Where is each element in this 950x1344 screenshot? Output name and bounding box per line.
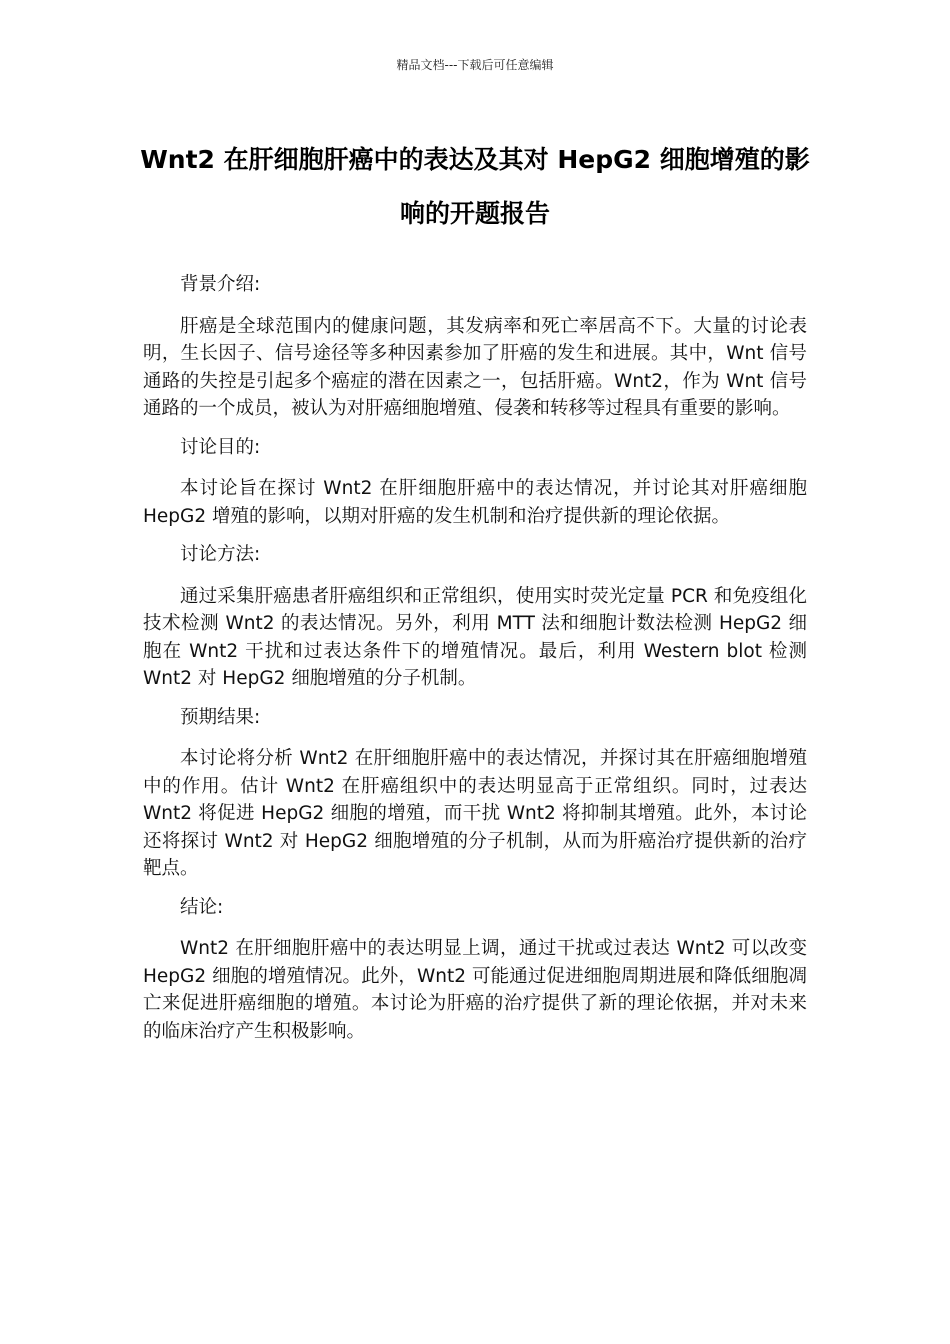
section-body-purpose: 本讨论旨在探讨 Wnt2 在肝细胞肝癌中的表达情况，并讨论其对肝癌细胞 HepG2 增殖的影响，以期对肝癌的发生机制和治疗提供新的理论依据。 <box>143 478 807 527</box>
section-body-background: 肝癌是全球范围内的健康问题，其发病率和死亡率居高不下。大量的讨论表明，生长因子、信号途径等多种因素参加了肝癌的发生和进展。其中，Wnt 信号通路的失控是引起多个癌症的潜在因素之一，包括肝癌。Wnt2，作为 Wnt 信号通路的一个成员，被认为对肝癌细胞增殖、侵袭和转移等过程具有重要的影响。 <box>143 315 807 419</box>
section-heading-methods: 讨论方法: <box>180 544 261 565</box>
section-body-conclusion: Wnt2 在肝细胞肝癌中的表达明显上调，通过干扰或过表达 Wnt2 可以改变 HepG2 细胞的增殖情况。此外，Wnt2 可能通过促进细胞周期进展和降低细胞凋亡来促进肝癌细胞的增殖。本讨论为肝癌的治疗提供了新的理论依据，并对未来的临床治疗产生积极影响。 <box>143 938 807 1042</box>
document-title: Wnt2 在肝细胞肝癌中的表达及其对 HepG2 细胞增殖的影响的开题报告 <box>140 145 810 228</box>
section-heading-purpose: 讨论目的: <box>180 436 261 458</box>
section-body-methods: 通过采集肝癌患者肝癌组织和正常组织，使用实时荧光定量 PCR 和免疫组化技术检测 Wnt2 的表达情况。另外，利用 MTT 法和细胞计数法检测 HepG2 细胞在 Wnt2 干扰和过表达条件下的增殖情况。最后，利用 Western blot 检测 Wnt2 对 HepG2 细胞增殖的分子机制。 <box>143 585 807 689</box>
section-body-expected-results: 本讨论将分析 Wnt2 在肝细胞肝癌中的表达情况，并探讨其在肝癌细胞增殖中的作用。估计 Wnt2 在肝癌组织中的表达明显高于正常组织。同时，过表达 Wnt2 将促进 HepG2 细胞的增殖，而干扰 Wnt2 将抑制其增殖。此外，本讨论还将探讨 Wnt2 对 HepG2 细胞增殖的分子机制，从而为肝癌治疗提供新的治疗靶点。 <box>143 748 807 879</box>
section-heading-conclusion: 结论: <box>180 896 224 918</box>
header-note: 精品文档---下载后可任意编辑 <box>396 58 554 72</box>
section-heading-background: 背景介绍: <box>180 274 261 295</box>
document-body <box>143 271 807 1056</box>
section-heading-expected-results: 预期结果: <box>180 706 261 728</box>
